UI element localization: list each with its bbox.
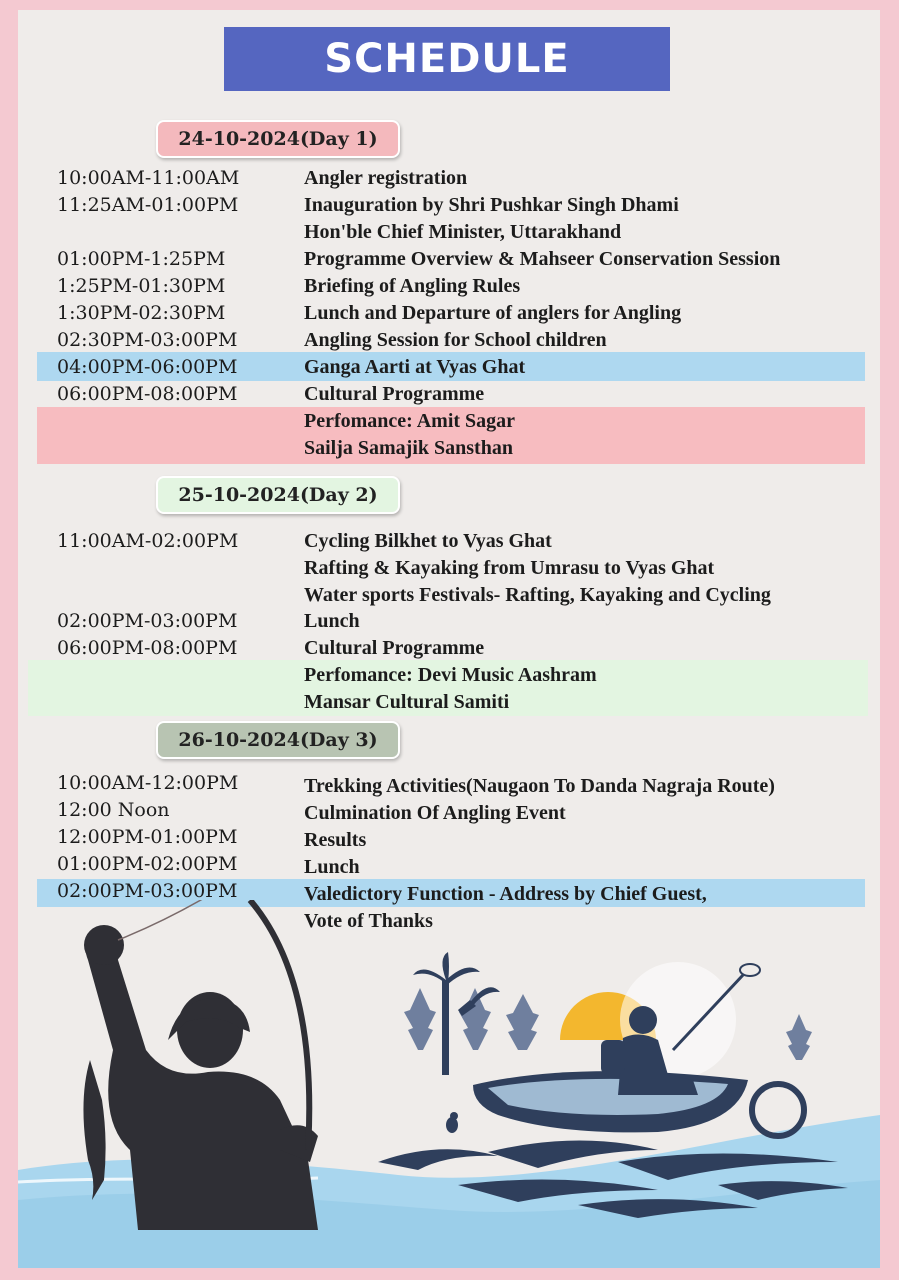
angling-illustration (18, 900, 880, 1268)
row-time: 06:00PM-08:00PM (57, 637, 238, 659)
row-time: 01:00PM-1:25PM (57, 248, 226, 270)
row-activity: Culmination Of Angling Event (304, 802, 566, 824)
schedule-row (18, 608, 880, 634)
row-activity: Briefing of Angling Rules (304, 275, 521, 297)
schedule-row (18, 582, 880, 608)
schedule-row (18, 300, 880, 326)
schedule-row (18, 192, 880, 218)
schedule-row (18, 824, 880, 850)
row-activity: Perfomance: Amit Sagar (304, 410, 516, 432)
fishing-line-icon (118, 900, 218, 940)
row-activity: Lunch (304, 856, 360, 878)
row-activity: Trekking Activities(Naugaon To Danda Nagraja Route) (304, 775, 775, 797)
row-activity: Valedictory Function - Address by Chief Guest, (304, 883, 707, 905)
row-activity: Water sports Festivals- Rafting, Kayaking and Cycling (304, 584, 771, 606)
row-activity: Lunch (304, 610, 360, 632)
bird-icon (446, 1112, 458, 1133)
row-activity: Results (304, 829, 367, 851)
schedule-row (18, 246, 880, 272)
day-2-label: 25-10-2024(Day 2) (156, 476, 400, 514)
schedule-row (18, 851, 880, 877)
row-time: 01:00PM-02:00PM (57, 853, 238, 875)
schedule-row (18, 797, 880, 823)
row-time: 12:00 Noon (57, 799, 170, 821)
schedule-row (18, 555, 880, 581)
schedule-row (18, 662, 880, 688)
schedule-row (18, 219, 880, 245)
schedule-row (18, 273, 880, 299)
row-time: 1:30PM-02:30PM (57, 302, 226, 324)
row-activity: Angler registration (304, 167, 468, 189)
row-activity: Lunch and Departure of anglers for Angling (304, 302, 682, 324)
title-banner (224, 27, 670, 91)
schedule-row (18, 689, 880, 715)
row-time: 10:00AM-12:00PM (57, 772, 239, 794)
row-activity: Cultural Programme (304, 383, 485, 405)
row-activity: Cycling Bilkhet to Vyas Ghat (304, 530, 552, 552)
row-time: 04:00PM-06:00PM (57, 356, 238, 378)
row-activity: Perfomance: Devi Music Aashram (304, 664, 597, 686)
schedule-row (18, 381, 880, 407)
schedule-row (18, 770, 880, 796)
row-activity: Ganga Aarti at Vyas Ghat (304, 356, 526, 378)
schedule-poster (18, 10, 880, 1268)
row-activity: Programme Overview & Mahseer Conservation Session (304, 248, 781, 270)
schedule-row (18, 435, 880, 461)
row-time: 12:00PM-01:00PM (57, 826, 238, 848)
row-time: 06:00PM-08:00PM (57, 383, 238, 405)
schedule-row (18, 354, 880, 380)
schedule-row (18, 528, 880, 554)
row-time: 02:00PM-03:00PM (57, 610, 238, 632)
row-time: 11:25AM-01:00PM (57, 194, 239, 216)
schedule-row (18, 165, 880, 191)
row-activity: Mansar Cultural Samiti (304, 691, 510, 713)
row-activity: Sailja Samajik Sansthan (304, 437, 513, 459)
row-activity: Hon'ble Chief Minister, Uttarakhand (304, 221, 622, 243)
day-3-label: 26-10-2024(Day 3) (156, 721, 400, 759)
row-activity: Rafting & Kayaking from Umrasu to Vyas Ghat (304, 557, 715, 579)
page-title: SCHEDULE (324, 36, 570, 82)
row-time: 02:30PM-03:00PM (57, 329, 238, 351)
row-time: 10:00AM-11:00AM (57, 167, 240, 189)
row-activity: Cultural Programme (304, 637, 485, 659)
row-time: 11:00AM-02:00PM (57, 530, 239, 552)
row-time: 02:00PM-03:00PM (57, 880, 238, 902)
schedule-row (18, 635, 880, 661)
schedule-row (18, 327, 880, 353)
day-1-label: 24-10-2024(Day 1) (156, 120, 400, 158)
row-activity: Angling Session for School children (304, 329, 607, 351)
schedule-row (18, 408, 880, 434)
row-activity: Inauguration by Shri Pushkar Singh Dhami (304, 194, 679, 216)
row-time: 1:25PM-01:30PM (57, 275, 226, 297)
row-activity: Vote of Thanks (304, 910, 433, 932)
